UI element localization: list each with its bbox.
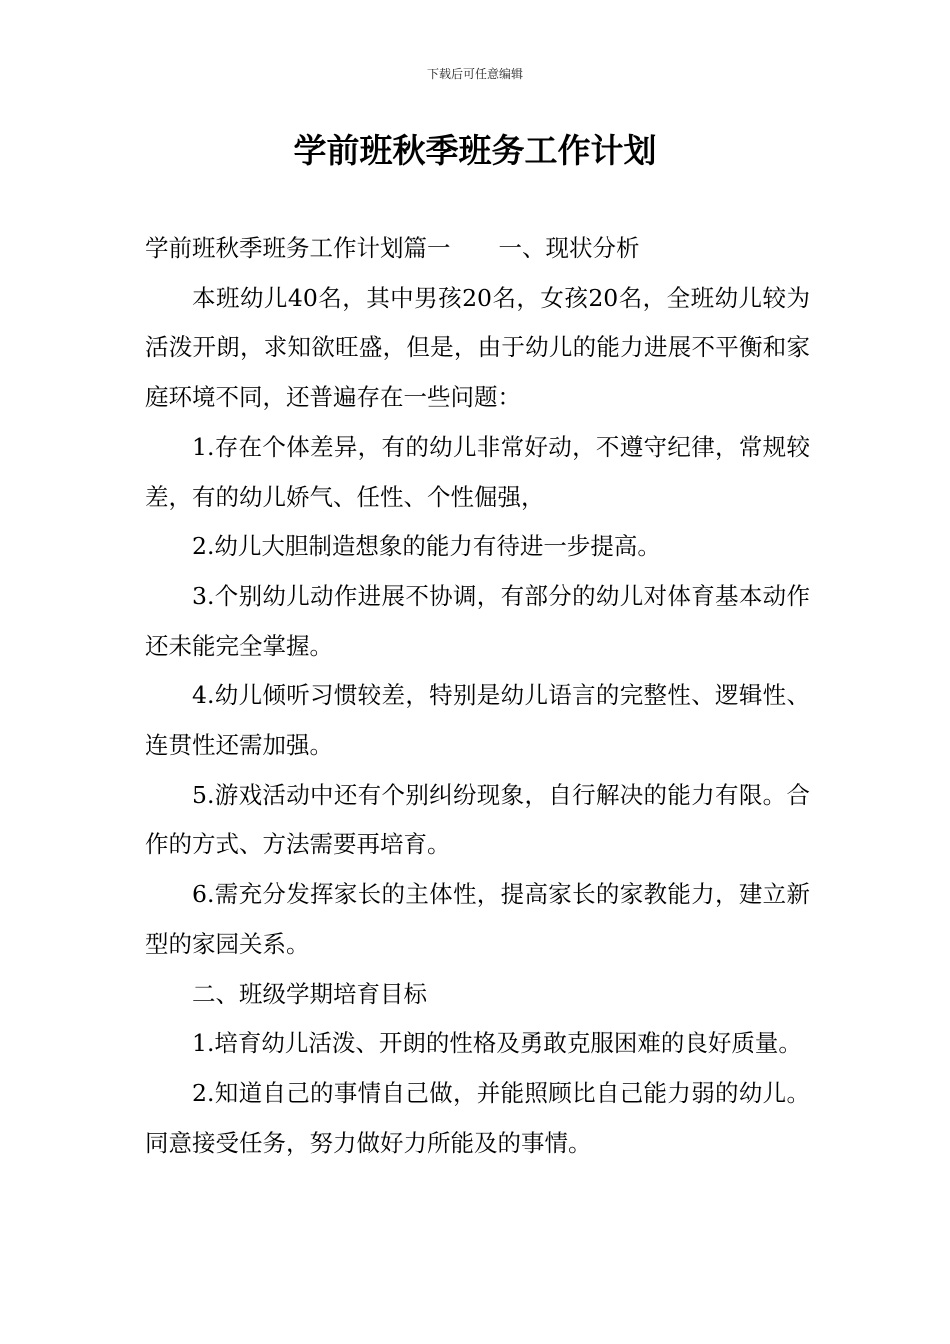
list-item: 5.游戏活动中还有个别纠纷现象，自行解决的能力有限。合作的方式、方法需要再培育。	[145, 780, 810, 859]
list-item: 1.培育幼儿活泼、开朗的性格及勇敢克服困难的良好质量。	[192, 1029, 802, 1058]
list-item: 2.幼儿大胆制造想象的能力有待进一步提高。	[192, 532, 661, 561]
list-item: 6.需充分发挥家长的主体性，提高家长的家教能力，建立新型的家园关系。	[145, 880, 810, 958]
list-item: 3.个别幼儿动作进展不协调，有部分的幼儿对体育基本动作还未能完全掌握。	[145, 581, 810, 660]
document-body	[145, 224, 810, 1168]
section-heading: 二、班级学期培育目标	[192, 979, 427, 1008]
paragraph: 本班幼儿40名，其中男孩20名，女孩20名，全班幼儿较为活泼开朗，求知欲旺盛，但是，由于幼儿的能力进展不平衡和家庭环境不同，还普遍存在一些问题：	[145, 283, 810, 412]
list-item: 2.知道自己的事情自己做，并能照顾比自己能力弱的幼儿。同意接受任务，努力做好力所能及的事情。	[145, 1078, 810, 1157]
list-item: 4.幼儿倾听习惯较差，特别是幼儿语言的完整性、逻辑性、连贯性还需加强。	[145, 681, 810, 760]
section-heading-status: 一、现状分析	[498, 234, 640, 262]
list-item: 1.存在个体差异，有的幼儿非常好动，不遵守纪律，常规较差，有的幼儿娇气、任性、个性倔强，	[145, 432, 810, 511]
document-title: 学前班秋季班务工作计划	[293, 131, 657, 170]
section-heading-article: 学前班秋季班务工作计划篇一	[145, 234, 451, 262]
subtitle-line	[145, 224, 810, 274]
header-note: 下载后可任意编辑	[426, 67, 523, 81]
